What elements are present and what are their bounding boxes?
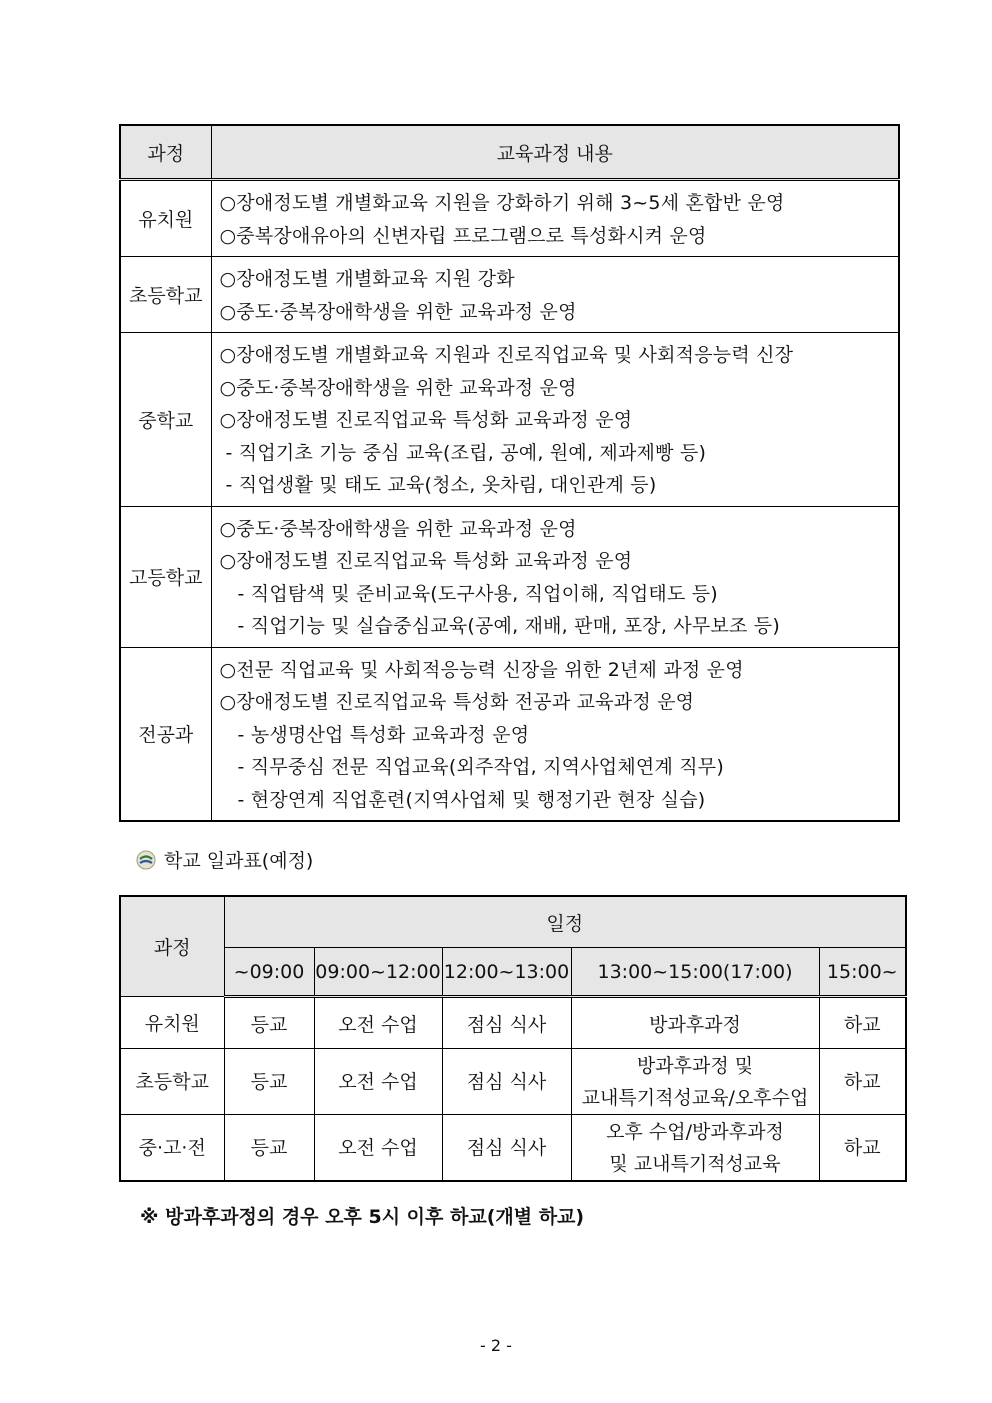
schedule-level: 유치원 xyxy=(120,997,224,1049)
curriculum-line: ○장애정도별 개별화교육 지원 강화 xyxy=(219,268,515,290)
schedule-cell: 등교 xyxy=(224,997,314,1049)
curriculum-level: 유치원 xyxy=(120,180,211,257)
curriculum-subline: - 직업기능 및 실습중심교육(공예, 재배, 판매, 포장, 사무보조 등) xyxy=(237,615,780,637)
schedule-time: 09:00~12:00 xyxy=(314,948,442,997)
schedule-cell-line: 및 교내특기적성교육 xyxy=(609,1152,781,1175)
curriculum-line: ○장애정도별 개별화교육 지원과 진로직업교육 및 사회적응능력 신장 xyxy=(219,344,794,366)
schedule-heading-text: 학교 일과표(예정) xyxy=(164,850,314,872)
schedule-time: ~09:00 xyxy=(224,948,314,997)
schedule-times-row xyxy=(120,948,906,997)
curriculum-level: 초등학교 xyxy=(120,257,211,333)
curriculum-row-high xyxy=(120,506,899,647)
schedule-table xyxy=(119,895,907,1182)
schedule-level: 초등학교 xyxy=(120,1049,224,1115)
curriculum-table xyxy=(119,124,900,822)
schedule-time: 15:00~ xyxy=(819,948,906,997)
schedule-cell: 등교 xyxy=(224,1049,314,1115)
page-number: - 2 - xyxy=(480,1336,512,1355)
curriculum-subline: - 직무중심 전문 직업교육(외주작업, 지역사업체연계 직무) xyxy=(237,756,724,778)
schedule-header-row xyxy=(120,896,906,948)
curriculum-line: ○중복장애유아의 신변자립 프로그램으로 특성화시켜 운영 xyxy=(219,224,707,247)
schedule-cell xyxy=(571,1115,819,1182)
schedule-time: 13:00~15:00(17:00) xyxy=(571,948,819,997)
schedule-row-elementary xyxy=(120,1049,906,1115)
schedule-row-kindergarten xyxy=(120,997,906,1049)
schedule-cell: 오전 수업 xyxy=(314,1115,442,1182)
curriculum-row-major xyxy=(120,647,899,821)
schedule-level: 중·고·전 xyxy=(120,1115,224,1182)
curriculum-content xyxy=(211,180,899,257)
curriculum-content xyxy=(211,257,899,333)
curriculum-header-row xyxy=(120,125,899,180)
curriculum-line: ○장애정도별 진로직업교육 특성화 교육과정 운영 xyxy=(219,409,633,431)
schedule-cell xyxy=(571,997,819,1049)
schedule-note: ※ 방과후과정의 경우 오후 5시 이후 하교(개별 하교) xyxy=(140,1206,585,1228)
curriculum-line: ○장애정도별 진로직업교육 특성화 교육과정 운영 xyxy=(219,550,633,572)
curriculum-row-kindergarten xyxy=(120,180,899,257)
schedule-cell-line: 교내특기적성교육/오후수업 xyxy=(581,1086,809,1109)
curriculum-header-level: 과정 xyxy=(120,125,211,180)
curriculum-subline: - 직업탐색 및 준비교육(도구사용, 직업이해, 직업태도 등) xyxy=(237,582,718,605)
curriculum-level: 중학교 xyxy=(120,333,211,507)
curriculum-subline: - 현장연계 직업훈련(지역사업체 및 행정기관 현장 실습) xyxy=(237,788,706,811)
schedule-row-secondary xyxy=(120,1115,906,1182)
curriculum-line: ○장애정도별 개별화교육 지원을 강화하기 위해 3~5세 혼합반 운영 xyxy=(219,192,785,214)
curriculum-subline: - 직업기초 기능 중심 교육(조립, 공예, 원예, 제과제빵 등) xyxy=(225,441,707,464)
curriculum-line: ○전문 직업교육 및 사회적응능력 신장을 위한 2년제 과정 운영 xyxy=(219,658,744,681)
schedule-header-title: 일정 xyxy=(224,896,906,948)
curriculum-line: ○중도·중복장애학생을 위한 교육과정 운영 xyxy=(219,376,577,399)
schedule-cell-line: 오후 수업/방과후과정 xyxy=(606,1120,784,1143)
schedule-cell-line: 방과후과정 및 xyxy=(636,1054,754,1077)
curriculum-content xyxy=(211,333,899,507)
curriculum-content xyxy=(211,506,899,647)
curriculum-subline: - 직업생활 및 태도 교육(청소, 옷차림, 대인관계 등) xyxy=(225,474,657,496)
curriculum-line: ○장애정도별 진로직업교육 특성화 전공과 교육과정 운영 xyxy=(219,691,695,713)
schedule-cell: 오전 수업 xyxy=(314,997,442,1049)
curriculum-line: ○중도·중복장애학생을 위한 교육과정 운영 xyxy=(219,517,577,540)
schedule-cell: 하교 xyxy=(819,1115,906,1182)
schedule-cell xyxy=(571,1049,819,1115)
circle-bullet-icon xyxy=(136,850,156,870)
schedule-heading xyxy=(136,846,313,873)
curriculum-subline: - 농생명산업 특성화 교육과정 운영 xyxy=(237,723,530,746)
schedule-header-level: 과정 xyxy=(120,896,224,997)
curriculum-line: ○중도·중복장애학생을 위한 교육과정 운영 xyxy=(219,300,577,323)
curriculum-row-middle xyxy=(120,333,899,507)
curriculum-content xyxy=(211,647,899,821)
schedule-cell: 하교 xyxy=(819,997,906,1049)
schedule-cell: 점심 식사 xyxy=(442,1049,571,1115)
schedule-cell: 점심 식사 xyxy=(442,997,571,1049)
curriculum-header-content: 교육과정 내용 xyxy=(211,125,899,180)
curriculum-row-elementary xyxy=(120,257,899,333)
schedule-cell-line: 방과후과정 xyxy=(649,1013,741,1036)
curriculum-level: 전공과 xyxy=(120,647,211,821)
schedule-cell: 하교 xyxy=(819,1049,906,1115)
schedule-cell: 점심 식사 xyxy=(442,1115,571,1182)
curriculum-level: 고등학교 xyxy=(120,506,211,647)
schedule-time: 12:00~13:00 xyxy=(442,948,571,997)
schedule-cell: 오전 수업 xyxy=(314,1049,442,1115)
schedule-cell: 등교 xyxy=(224,1115,314,1182)
